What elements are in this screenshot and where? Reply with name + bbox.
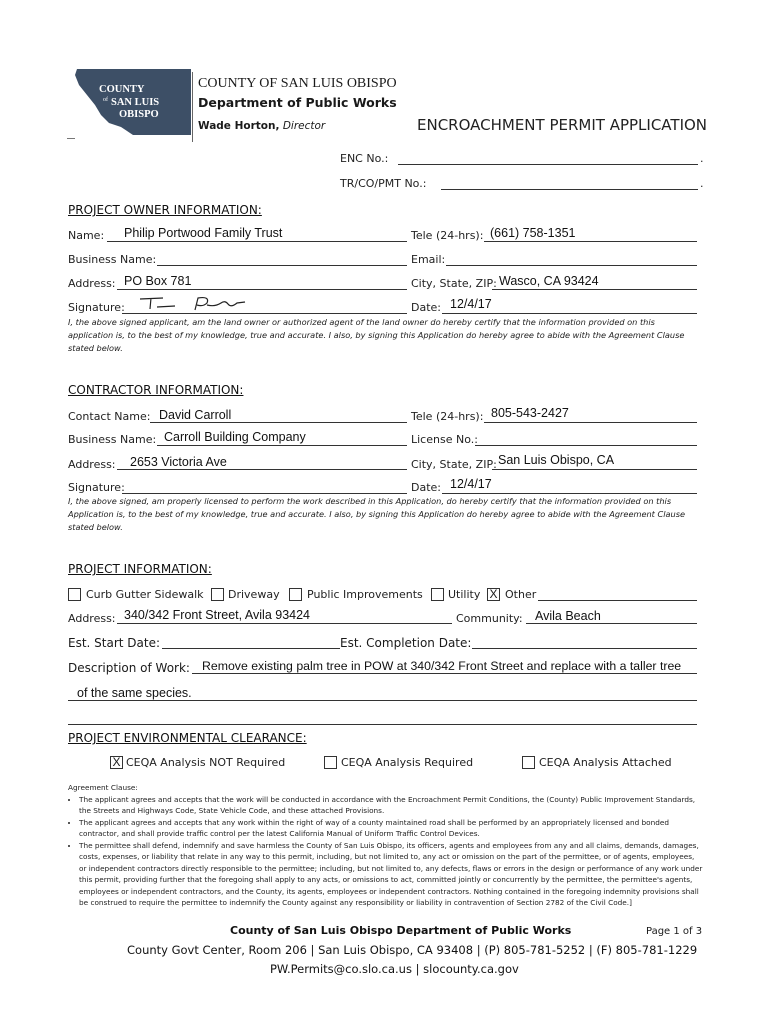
public-improvements-checkbox[interactable] [289,588,302,601]
signature-mark [135,295,250,317]
contractor-tele-line[interactable] [484,422,697,423]
enc-label: ENC No.: [340,152,389,165]
contractor-address: 2653 Victoria Ave [130,455,227,469]
public-improvements-label: Public Improvements [307,588,423,601]
owner-name: Philip Portwood Family Trust [124,226,283,240]
contractor-license-label: License No.: [411,433,478,446]
svg-text:of: of [103,97,108,103]
owner-email-line[interactable] [446,265,697,266]
owner-csz-label: City, State, ZIP: [411,277,497,290]
contractor-signature-line[interactable] [122,493,407,494]
owner-tele: (661) 758-1351 [490,226,576,240]
driveway-label: Driveway [228,588,280,601]
owner-heading: PROJECT OWNER INFORMATION: [68,203,262,217]
owner-certification: I, the above signed applicant, am the land owner or authorized agent of the land owner do hereby certify that the information provided on this application is, to the best of my knowledge, true and accurate. I also, by signing this Application do hereby agree to abide with the Agreement Clause stated below. [68,317,685,353]
contractor-signature-label: Signature: [68,481,125,494]
enc-period: . [700,152,704,165]
project-address: 340/342 Front Street, Avila 93424 [124,608,311,622]
enc-field[interactable] [398,164,698,165]
other-checkbox[interactable]: X [487,588,500,601]
owner-date-line[interactable] [442,313,697,314]
agreement-item: • The permittee shall defend, indemnify and save harmless the County of San Luis Obispo, its officers, agents and employees from any and all claims, demands, damages, costs, expenses, or liability that relate in any way to this permit, including, but not limited to, any act or omission on the part of the permittee, or of agents, employees, or independent contractors directly responsible to the permittee; including, but not limited to, any defects, flaws or errors in the design or performance of any work under this permit, providing further that the foregoing shall apply to any acts, or omissions to act, committed jointly or concurrently by the permittee, the permittee's agents, employees or independent contractors, and the County, its agents, employees or independent contractors. Nothing contained in the foregoing indemnity provisions shall be construed to require the permittee to indemnify the County against any responsibility or liability in contravention of Section 2782 of the Civil Code.] [79,840,704,909]
contractor-tele-label: Tele (24-hrs): [411,410,484,423]
svg-text:COUNTY: COUNTY [99,84,145,95]
page-number: Page 1 of 3 [646,926,703,937]
community-line[interactable] [526,623,697,624]
contractor-business-label: Business Name: [68,433,157,446]
owner-csz-line[interactable] [492,289,697,290]
footer-org: County of San Luis Obispo Department of Public Works [230,924,572,937]
contractor-business-line[interactable] [157,445,407,446]
agreement-item: • The applicant agrees and accepts that the work will be conducted in accordance with the Encroachment Permit Conditions, the (County) Public Improvement Standards, the Streets and Highways Code, State Vehicle Code, and these attached Provisions. [79,794,704,817]
description-text-2: of the same species. [77,686,192,700]
owner-tele-label: Tele (24-hrs): [411,229,484,242]
owner-email-label: Email: [411,253,446,266]
curb-gutter-sidewalk-checkbox[interactable] [68,588,81,601]
contractor-date-label: Date: [411,481,441,494]
trco-field[interactable] [441,189,698,190]
ceqa-attached-checkbox[interactable] [522,756,535,769]
contractor-date: 12/4/17 [450,477,492,491]
owner-address-line[interactable] [117,289,407,290]
owner-tele-line[interactable] [484,241,697,242]
description-line-2[interactable] [68,700,697,701]
trco-label: TR/CO/PMT No.: [340,177,427,190]
owner-business-line[interactable] [157,265,407,266]
agreement-clause [68,782,704,909]
contractor-csz-label: City, State, ZIP: [411,458,497,471]
county-name: COUNTY OF SAN LUIS OBISPO [198,76,397,91]
project-heading: PROJECT INFORMATION: [68,562,212,576]
owner-csz: Wasco, CA 93424 [499,274,599,288]
project-address-label: Address: [68,612,116,625]
ceqa-required-label: CEQA Analysis Required [341,756,474,769]
curb-gutter-sidewalk-label: Curb Gutter Sidewalk [86,588,204,601]
svg-text:SAN LUIS: SAN LUIS [111,97,160,108]
completion-date-line[interactable] [472,648,697,649]
header-divider [192,72,193,142]
county-logo [73,69,191,135]
description-text-1: Remove existing palm tree in POW at 340/342 Front Street and replace with a taller tree [202,659,682,673]
start-date-line[interactable] [162,648,340,649]
community-label: Community: [456,612,523,625]
owner-name-line[interactable] [107,241,407,242]
contractor-address-label: Address: [68,458,116,471]
utility-label: Utility [448,588,481,601]
driveway-checkbox[interactable] [211,588,224,601]
owner-address: PO Box 781 [124,274,192,288]
completion-date-label: Est. Completion Date: [340,636,472,650]
environmental-heading: PROJECT ENVIRONMENTAL CLEARANCE: [68,731,307,745]
community: Avila Beach [535,609,601,623]
ceqa-required-checkbox[interactable] [324,756,337,769]
svg-text:OBISPO: OBISPO [119,109,159,120]
footer-address: County Govt Center, Room 206 | San Luis Obispo, CA 93408 | (P) 805-781-5252 | (F) 805-781-1229 [127,943,698,957]
contractor-contact-line[interactable] [150,422,407,423]
description-line-3[interactable] [68,724,697,725]
director: Wade Horton, Director [198,120,326,132]
owner-date-label: Date: [411,301,441,314]
contractor-address-line[interactable] [117,469,407,470]
contractor-date-line[interactable] [442,493,697,494]
agreement-title: Agreement Clause: [68,783,138,792]
contractor-contact: David Carroll [159,408,232,422]
owner-business-label: Business Name: [68,253,157,266]
contractor-csz: San Luis Obispo, CA [498,453,615,467]
owner-address-label: Address: [68,277,116,290]
owner-signature-label: Signature: [68,301,125,314]
contractor-tele: 805-543-2427 [491,406,569,420]
other-line[interactable] [538,600,697,601]
utility-checkbox[interactable] [431,588,444,601]
agreement-item: • The applicant agrees and accepts that any work within the right of way of a county maintained road shall be performed by an appropriately licensed and bonded contractor, and shall provide traffic control per the latest California Manual of Uniform Traffic Control Devices. [79,817,704,840]
contractor-contact-label: Contact Name: [68,410,151,423]
other-label: Other [505,588,537,601]
contractor-csz-line[interactable] [492,469,697,470]
owner-date: 12/4/17 [450,297,492,311]
ceqa-not-required-label: CEQA Analysis NOT Required [126,756,286,769]
start-date-label: Est. Start Date: [68,636,161,650]
trco-period: . [700,177,704,190]
form-title: ENCROACHMENT PERMIT APPLICATION [417,116,708,134]
description-label: Description of Work: [68,661,190,675]
project-address-line[interactable] [117,623,452,624]
contractor-business: Carroll Building Company [164,430,306,444]
contractor-license-line[interactable] [475,445,697,446]
footer-contact: PW.Permits@co.slo.ca.us | slocounty.ca.gov [270,962,519,976]
description-line-1[interactable] [192,673,697,674]
logo-rule [67,138,75,139]
owner-name-label: Name: [68,229,105,242]
ceqa-not-required-checkbox[interactable]: X [110,756,123,769]
ceqa-attached-label: CEQA Analysis Attached [539,756,672,769]
contractor-heading: CONTRACTOR INFORMATION: [68,383,244,397]
contractor-certification: I, the above signed, am properly licensed to perform the work described in this Application, do hereby certify that the information provided on this Application is, to the best of my knowledge, true and accurate. I also, by signing this Application do hereby agree to abide with the Agreement Clause stated below. [68,496,686,532]
department-name: Department of Public Works [198,95,397,110]
